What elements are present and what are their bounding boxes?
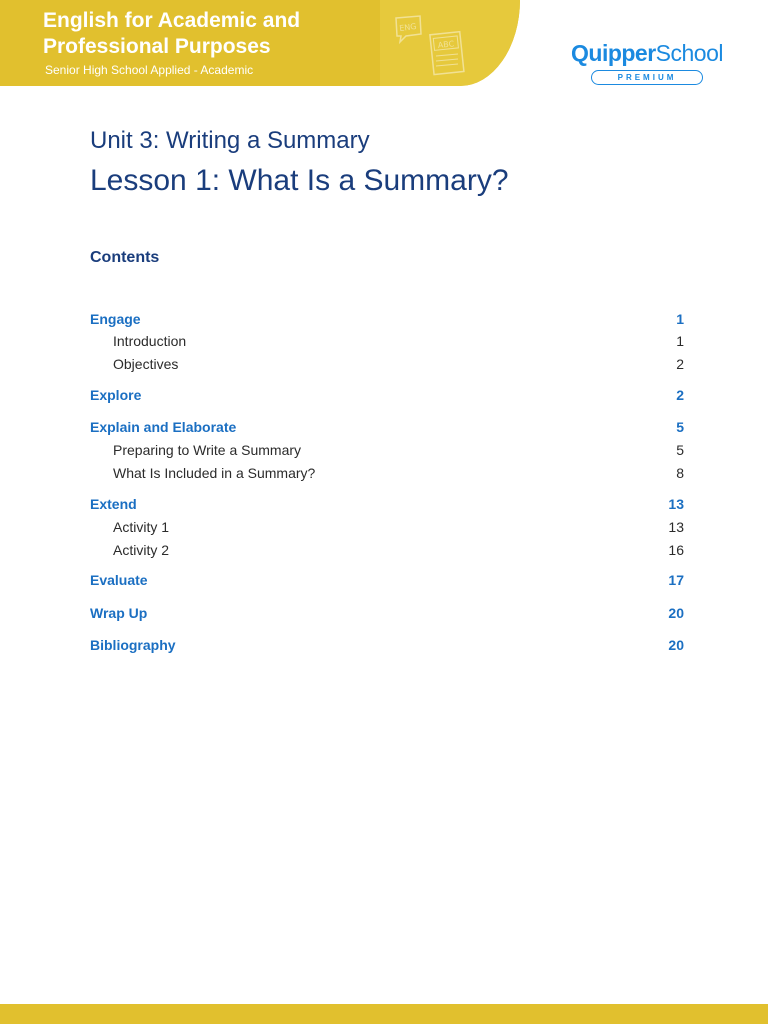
toc-entry-wrap-up[interactable]	[90, 603, 684, 623]
toc-entry-page: 13	[668, 496, 684, 512]
abc-book-icon	[428, 30, 468, 78]
toc-entry-what-is-included[interactable]	[90, 463, 684, 483]
toc-entry-label: Evaluate	[90, 572, 148, 588]
footer-bar	[0, 1004, 768, 1024]
quipper-school-logo	[571, 40, 723, 85]
unit-title: Unit 3: Writing a Summary	[90, 127, 370, 154]
abc-book-text: ABC	[437, 39, 455, 50]
toc-entry-label: Introduction	[113, 333, 187, 349]
toc-entry-page: 2	[676, 356, 684, 372]
toc-entry-page: 2	[676, 387, 684, 403]
toc-entry-page: 13	[668, 519, 684, 535]
lesson-title: Lesson 1: What Is a Summary?	[90, 164, 509, 197]
logo-school: School	[655, 40, 723, 66]
toc-entry-label: Explore	[90, 387, 142, 403]
toc-entry-evaluate[interactable]	[90, 570, 684, 590]
toc-entry-label: Activity 1	[113, 519, 170, 535]
toc-entry-page: 8	[676, 465, 684, 481]
toc-entry-activity-2[interactable]	[90, 540, 684, 560]
logo-premium-badge: PREMIUM	[591, 70, 703, 85]
toc-entry-label: Bibliography	[90, 637, 176, 653]
toc-entry-label: Preparing to Write a Summary	[113, 442, 302, 458]
toc-entry-label: Explain and Elaborate	[90, 419, 237, 435]
toc-entry-engage[interactable]	[90, 309, 684, 329]
toc-entry-explain-and-elaborate[interactable]	[90, 417, 684, 437]
contents-heading: Contents	[90, 249, 160, 266]
toc-entry-page: 5	[676, 442, 684, 458]
logo-wordmark	[571, 40, 723, 66]
eng-badge-icon	[392, 12, 424, 44]
toc-entry-page: 20	[668, 637, 684, 653]
toc-entry-page: 17	[668, 572, 684, 588]
toc-entry-explore[interactable]	[90, 385, 684, 405]
toc-entry-bibliography[interactable]	[90, 635, 684, 655]
toc-entry-activity-1[interactable]	[90, 517, 684, 537]
toc-entry-preparing-to-write[interactable]	[90, 440, 684, 460]
toc-entry-label: Engage	[90, 311, 141, 327]
course-subtitle: Senior High School Applied - Academic	[45, 63, 254, 77]
toc-entry-extend[interactable]	[90, 494, 684, 514]
toc-entry-introduction[interactable]	[90, 331, 684, 351]
course-title: English for Academic and Professional Purposes	[43, 9, 301, 58]
toc-entry-label: Objectives	[113, 356, 179, 372]
toc-entry-objectives[interactable]	[90, 354, 684, 374]
toc-entry-label: What Is Included in a Summary?	[113, 465, 316, 481]
toc-entry-page: 16	[668, 542, 684, 558]
toc-entry-label: Wrap Up	[90, 605, 148, 621]
toc-entry-page: 5	[676, 419, 684, 435]
toc-entry-page: 20	[668, 605, 684, 621]
toc-entry-label: Activity 2	[113, 542, 170, 558]
toc-entry-page: 1	[676, 311, 684, 327]
toc-entry-label: Extend	[90, 496, 137, 512]
toc-entry-page: 1	[676, 333, 684, 349]
logo-quipper: Quipper	[571, 40, 656, 66]
eng-badge-text: ENG	[398, 21, 418, 34]
